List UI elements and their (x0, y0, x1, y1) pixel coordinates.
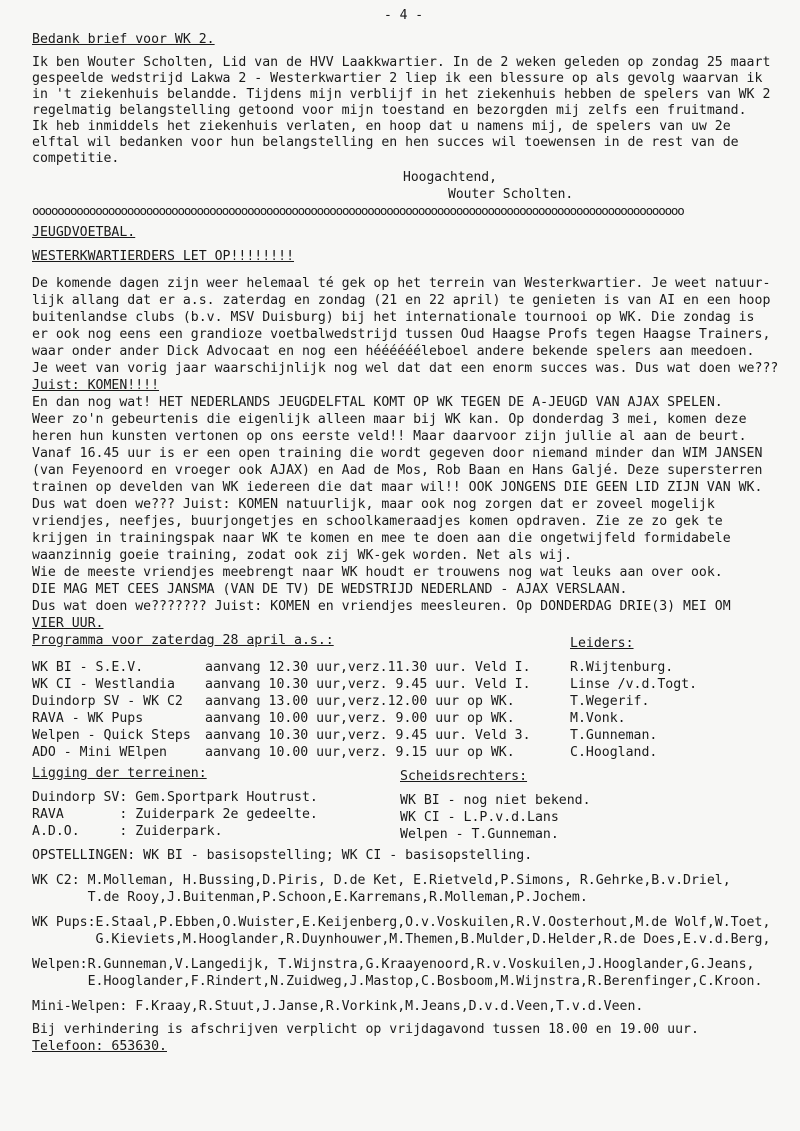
programme-time: aanvang 10.00 uur,verz. 9.00 uur op WK. (205, 711, 515, 726)
ground-row: Duindorp SV: Gem.Sportpark Houtrust. (32, 790, 318, 805)
programme-leader: T.Wegerif. (570, 694, 650, 709)
ground-row: A.D.O. : Zuiderpark. (32, 824, 223, 839)
lineup-c2: T.de Rooy,J.Buitenman,P.Schoon,E.Karremans,R.Molleman,P.Jochem. (32, 890, 588, 905)
letter-line: in 't ziekenhuis belandde. Tijdens mijn verblijf in het ziekenhuis hebben de spelers van WK 2 (32, 87, 771, 102)
letter-line: Ik heb inmiddels het ziekenhuis verlaten, en hoop dat u namens mij, de spelers van uw 2e (32, 119, 731, 134)
programme-heading: Programma voor zaterdag 28 april a.s.: (32, 633, 334, 648)
body-line: DIE MAG MET CEES JANSMA (VAN DE TV) DE WEDSTRIJD NEDERLAND - AJAX VERSLAAN. (32, 582, 628, 597)
grounds-heading: Ligging der terreinen: (32, 766, 207, 781)
ground-row: RAVA : Zuiderpark 2e gedeelte. (32, 807, 318, 822)
body-line: Weer zo'n gebeurtenis die eigenlijk alleen maar bij WK kan. Op donderdag 3 mei, komen deze (32, 412, 747, 427)
separator-line: ooooooooooooooooooooooooooooooooooooooooooooooooooooooooooooooooooooooooooooooooooooooooooooooooooooooo (32, 203, 684, 218)
programme-match: Duindorp SV - WK C2 (32, 694, 183, 709)
programme-match: Welpen - Quick Steps (32, 728, 191, 743)
programme-time: aanvang 10.30 uur,verz. 9.45 uur. Veld I. (205, 677, 531, 692)
programme-match: RAVA - WK Pups (32, 711, 144, 726)
lineup-c2: WK C2: M.Molleman, H.Bussing,D.Piris, D.de Ket, E.Rietveld,P.Simons, R.Gehrke,B.v.Driel, (32, 873, 731, 888)
referee-row: Welpen - T.Gunneman. (400, 827, 559, 842)
lineup-pups: G.Kieviets,M.Hooglander,R.Duynhouwer,M.Themen,B.Mulder,D.Helder,R.de Does,E.v.d.Berg, (32, 932, 771, 947)
letter-line: regelmatig belangstelling getoond voor mijn toestand en bezorgden mij zelfs een fruitmand. (32, 103, 747, 118)
letter-signature: Wouter Scholten. (448, 187, 574, 202)
programme-time: aanvang 13.00 uur,verz.12.00 uur op WK. (205, 694, 515, 709)
lineup-welpen: E.Hooglander,F.Rindert,N.Zuidweg,J.Mastop,C.Bosboom,M.Wijnstra,R.Berenfinger,C.Kroon. (32, 974, 763, 989)
programme-leader: C.Hoogland. (570, 745, 658, 760)
body-line: lijk allang dat er a.s. zaterdag en zondag (21 en 22 april) te genieten is van AI en een hoop (32, 293, 771, 308)
page-number: - 4 - (384, 8, 424, 23)
programme-time: aanvang 10.00 uur,verz. 9.15 uur op WK. (205, 745, 515, 760)
body-line: Dus wat doen we??? Juist: KOMEN natuurlijk, maar ook nog zorgen dat er zoveel mogelijk (32, 497, 715, 512)
programme-time: aanvang 10.30 uur,verz. 9.45 uur. Veld 3. (205, 728, 531, 743)
lineup-welpen: Welpen:R.Gunneman,V.Langedijk, T.Wijnstra,G.Kraayenoord,R.v.Voskuilen,J.Hooglander,G.Jeans, (32, 957, 755, 972)
referees-heading: Scheidsrechters: (400, 769, 528, 784)
body-line: heren hun kunsten vertonen op ons eerste veld!! Maar daarvoor zijn jullie al aan de beurt. (32, 429, 747, 444)
letter-line: competitie. (32, 151, 120, 166)
programme-leader: T.Gunneman. (570, 728, 658, 743)
programme-match: ADO - Mini WElpen (32, 745, 167, 760)
body-line: VIER UUR. (32, 616, 104, 631)
programme-leader: Linse /v.d.Togt. (570, 677, 698, 692)
letter-closing: Hoogachtend, (403, 170, 497, 185)
body-line: Dus wat doen we??????? Juist: KOMEN en vriendjes meesleuren. Op DONDERDAG DRIE(3) MEI OM (32, 599, 731, 614)
body-line: En dan nog wat! HET NEDERLANDS JEUGDELFTAL KOMT OP WK TEGEN DE A-JEUGD VAN AJAX SPELEN. (32, 395, 723, 410)
body-line: waar onder ander Dick Advocaat en nog een hééééééleboel andere bekende spelers aan meedoen. (32, 344, 755, 359)
section-subheading: WESTERKWARTIERDERS LET OP!!!!!!!! (32, 249, 295, 264)
footer-notice: Bij verhindering is afschrijven verplicht op vrijdagavond tussen 18.00 en 19.00 uur. (32, 1022, 699, 1037)
referee-row: WK CI - L.P.v.d.Lans (400, 810, 559, 825)
programme-time: aanvang 12.30 uur,verz.11.30 uur. Veld I. (205, 660, 531, 675)
programme-match: WK CI - Westlandia (32, 677, 175, 692)
body-line: krijgen in trainingspak naar WK te komen en mee te doen aan die ongetwijfeld formidabele (32, 531, 731, 546)
letter-title: Bedank brief voor WK 2. (32, 32, 215, 47)
letter-line: elftal wil bedanken voor hun belangstelling en hen succes wil toewensen in de rest van de (32, 135, 739, 150)
letter-line: gespeelde wedstrijd Lakwa 2 - Westerkwartier 2 liep ik een blessure op als gevolg waarvan ik (32, 71, 763, 86)
body-line: trainen op develden van WK iedereen die dat maar wil!! OOK JONGENS DIE GEEN LID ZIJN VAN WK. (32, 480, 763, 495)
section-heading: JEUGDVOETBAL. (32, 225, 136, 240)
body-line: waanzinnig goeie training, zodat ook zij WK-gek worden. Net als wij. (32, 548, 572, 563)
lineups-heading: OPSTELLINGEN: WK BI - basisopstelling; WK CI - basisopstelling. (32, 848, 533, 863)
body-line: (van Feyenoord en vroeger ook AJAX) en Aad de Mos, Rob Baan en Hans Galjé. Deze supersterren (32, 463, 763, 478)
lineup-mini-welpen: Mini-Welpen: F.Kraay,R.Stuut,J.Janse,R.Vorkink,M.Jeans,D.v.d.Veen,T.v.d.Veen. (32, 999, 644, 1014)
programme-leader: R.Wijtenburg. (570, 660, 674, 675)
body-line: Je weet van vorig jaar waarschijnlijk nog wel dat dat een enorm succes was. Dus wat doen we??? (32, 361, 779, 376)
referee-row: WK BI - nog niet bekend. (400, 793, 591, 808)
programme-leader: M.Vonk. (570, 711, 626, 726)
leaders-heading: Leiders: (570, 636, 634, 651)
body-line: De komende dagen zijn weer helemaal té gek op het terrein van Westerkwartier. Je weet natuur- (32, 276, 771, 291)
body-line: Juist: KOMEN!!!! (32, 378, 160, 393)
lineup-pups: WK Pups:E.Staal,P.Ebben,O.Wuister,E.Keijenberg,O.v.Voskuilen,R.V.Oosterhout,M.de Wolf,W.Toet, (32, 915, 771, 930)
body-line: Vanaf 16.45 uur is er een open training die wordt gegeven door niemand minder dan WIM JANSEN (32, 446, 763, 461)
programme-match: WK BI - S.E.V. (32, 660, 144, 675)
body-line: Wie de meeste vriendjes meebrengt naar WK houdt er trouwens nog wat leuks aan over ook. (32, 565, 723, 580)
body-line: er ook nog eens een grandioze voetbalwedstrijd tussen Oud Haagse Profs tegen Haagse Trainers, (32, 327, 771, 342)
letter-line: Ik ben Wouter Scholten, Lid van de HVV Laakkwartier. In de 2 weken geleden op zondag 25 maart (32, 55, 771, 70)
body-line: buitenlandse clubs (b.v. MSV Duisburg) bij het internationale tournooi op WK. Die zondag is (32, 310, 755, 325)
footer-phone: Telefoon: 653630. (32, 1039, 167, 1054)
body-line: vriendjes, neefjes, buurjongetjes en schoolkameraadjes komen opdraven. Zie ze zo gek te (32, 514, 723, 529)
